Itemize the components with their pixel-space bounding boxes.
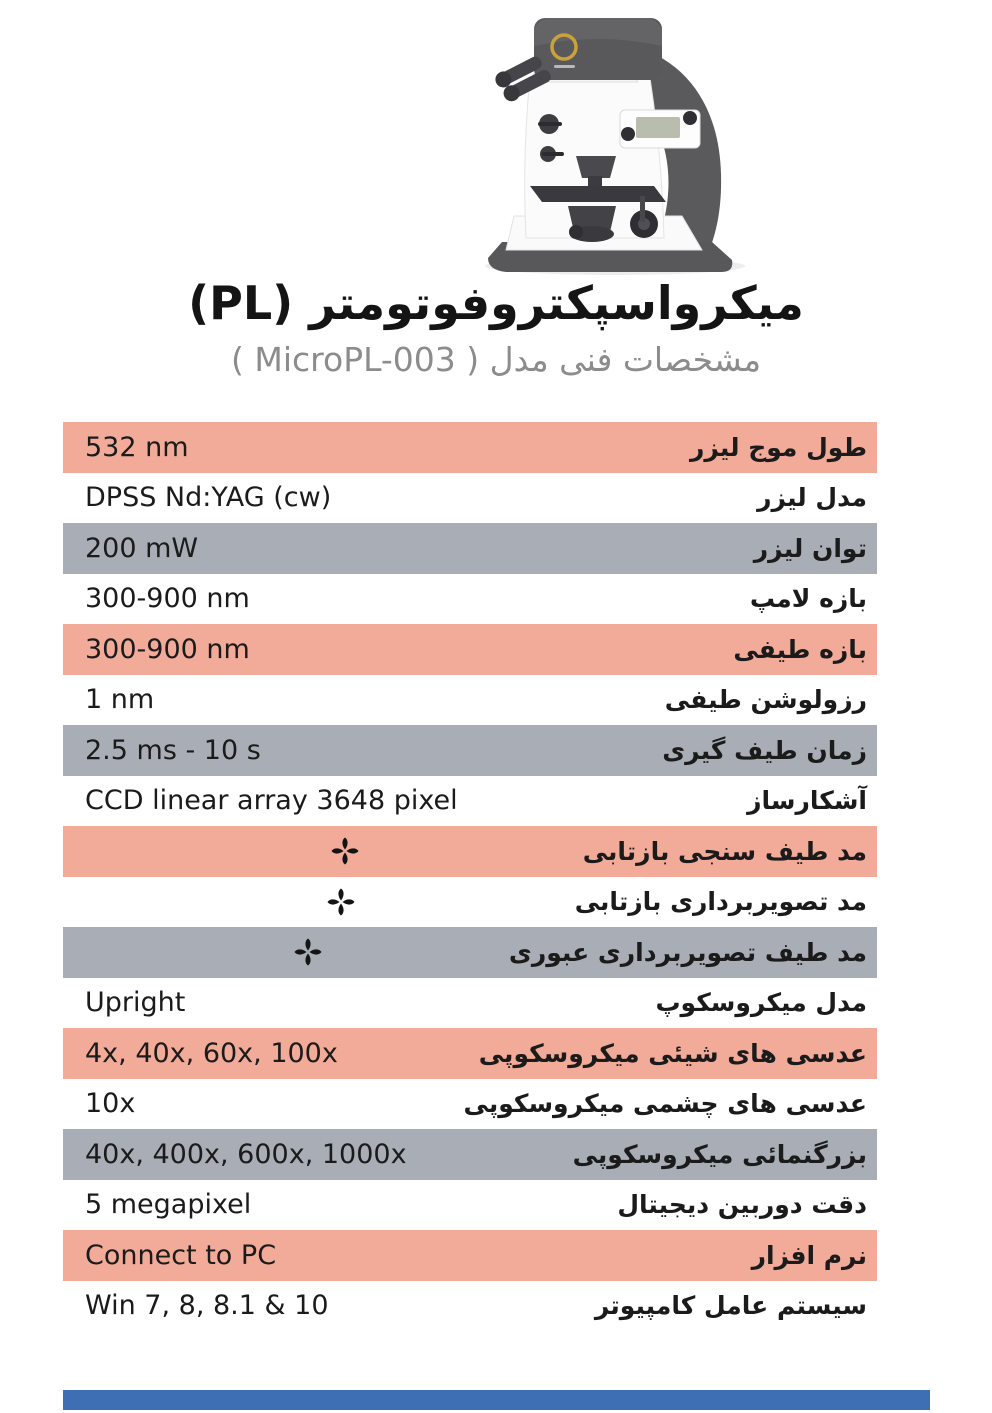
table-row [63, 776, 877, 827]
footer-bar [63, 1390, 930, 1410]
row-value: 2.5 ms - 10 s [85, 734, 261, 766]
row-label: توان لیزر [753, 533, 867, 563]
row-value: 532 nm [85, 431, 189, 463]
four-petal-asterisk-icon [326, 887, 356, 917]
row-label: مدل میکروسکوپ [655, 988, 867, 1018]
row-label: زمان طیف گیری [662, 735, 867, 765]
row-value: Win 7, 8, 8.1 & 10 [85, 1290, 329, 1322]
page-subtitle: مشخصات فنی مدل ( MicroPL-003 ) [231, 340, 761, 379]
table-row [63, 675, 877, 726]
row-label: بازه طیفی [733, 634, 867, 664]
row-value: Connect to PC [85, 1239, 277, 1271]
four-petal-asterisk-icon [293, 937, 323, 967]
row-label: بازه لامپ [749, 584, 867, 614]
row-label: مدل لیزر [757, 483, 867, 513]
table-row [63, 877, 877, 928]
row-label: آشکارساز [747, 786, 867, 816]
microscope-image [430, 6, 760, 278]
table-row [63, 624, 877, 675]
row-value: 40x, 400x, 600x, 1000x [85, 1138, 407, 1170]
row-value: 1 nm [85, 684, 155, 716]
row-value: CCD linear array 3648 pixel [85, 785, 458, 817]
row-value: Upright [85, 987, 186, 1019]
spec-table [63, 422, 877, 1331]
row-value: 300-900 nm [85, 583, 250, 615]
table-row [63, 978, 877, 1029]
row-label: عدسی های چشمی میکروسکوپی [463, 1089, 867, 1119]
row-value: 200 mW [85, 532, 199, 564]
table-row [63, 725, 877, 776]
table-row [63, 422, 877, 473]
row-label: مد طیف تصویربرداری عبوری [508, 937, 867, 967]
row-label: مد طیف سنجی بازتابی [582, 836, 867, 866]
four-petal-asterisk-icon [330, 836, 360, 866]
page-title: میکرواسپکتروفوتومتر (PL) [188, 276, 804, 330]
row-label: رزولوشن طیفی [664, 685, 867, 715]
row-label: مد تصویربرداری بازتابی [574, 887, 867, 917]
table-row [63, 574, 877, 625]
table-row [63, 1079, 877, 1130]
row-label: طول موج لیزر [689, 432, 867, 462]
row-label: سیستم عامل کامپیوتر [594, 1291, 867, 1321]
table-row [63, 1230, 877, 1281]
table-row [63, 1028, 877, 1079]
row-label: دقت دوربین دیجیتال [617, 1190, 867, 1220]
table-row [63, 1281, 877, 1332]
row-label: بزرگنمائی میکروسکوپی [572, 1139, 867, 1169]
row-value: DPSS Nd:YAG (cw) [85, 482, 332, 514]
row-value: 10x [85, 1088, 136, 1120]
table-row [63, 826, 877, 877]
row-value: 300-900 nm [85, 633, 250, 665]
row-label: عدسی های شیئی میکروسکوپی [478, 1038, 867, 1068]
row-value: 5 megapixel [85, 1189, 252, 1221]
table-row [63, 1129, 877, 1180]
table-row [63, 927, 877, 978]
row-label: نرم افزار [751, 1240, 867, 1270]
table-row [63, 473, 877, 524]
row-value: 4x, 40x, 60x, 100x [85, 1037, 338, 1069]
table-row [63, 523, 877, 574]
table-row [63, 1180, 877, 1231]
